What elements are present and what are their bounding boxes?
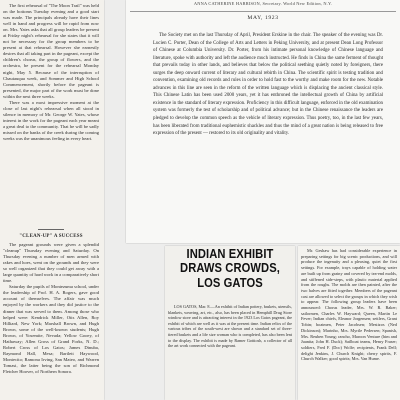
- paragraph: The first rehearsal of "The Moon Trail" was held on the bottoms Tuesday evening and a good start was made. The principals already have their lines well in hand and progress will be rapid from now on. Mrs. Yates asks that all group leaders be present at Friday night's rehearsal for she states that it will not be necessary for the group members to be present at that rehearsal. However she earnestly desires that all taking part in the pageant, except the children's chorus, the group of flowers, and the orchestra, be present for the rehearsal Monday night, May 5. Because of the interruption of Chautauqua week, and Sommer and High School Commencement, shortly before the pageant is presented, the major part of the work must be done within the next three weeks.: [3, 3, 99, 99]
- divider: [130, 11, 396, 12]
- left-clipping-body: [3, 3, 99, 142]
- article-body: LOS GATOS, Mar. 8.—An exhibit of Indian pottery, baskets, utensils, blankets, weaving, art, etc., also, has been placed in Hemphill Drug Store window store and is attracting interest in the 1923 Los Gatos pageant, the exhibit of which are well as it was at the present time. Indian relics of the various tribes of the south-west are shown and a standard set of three-tiered baskets and a life size woman who is completed, has also been lent to the display. The exhibit is made by Ramer Gottiosh, a collector of all the art work connected with the pageant.: [168, 304, 292, 349]
- issue-month: MAY, 1923: [247, 15, 279, 21]
- paragraph: The pageant grounds were given a splendid "cleanup" Thursday evening and Saturday. On Thursday evening a number of men armed with rakes and hoes, went on the grounds and they were so well organized that they could get away with a large quantity of hard work in a comparatively short time.: [3, 242, 99, 284]
- left-clipping-body-2: [3, 242, 99, 375]
- paragraph: There was a most impressive moment at the close of last night's rehearsal when all stood in silence in memory of Mr. George W. Yates, whose interest in the work for the pageant each year meant a great deal to the community. That he will be sadly missed on the banks of the creek during the coming weeks was the unanimous feeling in every heart.: [3, 99, 99, 142]
- group-leaders-clipping: [298, 246, 400, 400]
- newsletter-clipping: [126, 0, 400, 243]
- headline: INDIAN EXHIBIT DRAWS CROWDS, LOS GATOS: [180, 246, 280, 290]
- indian-exhibit-clipping: [165, 246, 295, 400]
- subheading: "CLEAN-UP" A SUCCESS: [19, 234, 83, 239]
- department-line: ANNA CATHERINE HARRISON, Secretary. World New Edition, N.Y.: [193, 1, 333, 6]
- newsletter-body: The Society met on the last Thursday of April, President Erskine in the chair. The speaker of the evening was Dr. Lucien C. Porter, Dean of the College of Arts and Letters in Peking University, and at present Dean Long Professor of Chinese at Columbia University. Dr. Porter, from his intimate personal knowledge of Chinese language and literature, spoke with authority and left the audience much instructed. He finds in China the same ferment of thought that prevails today in other lands, and believes that below the political seething quietly noted by foreigners, there surges the deep onward current of literary and cultural rebirth in China. The scientific spirit is testing tradition and convention, examining old records and rules in order to hold fast to the worthy and make room for the new. Notable advances in this line are seen in the reform of the written language which is displacing the ancient classical style. This Chinese Latin has been used 2000 years, yet it has enthroned the intellectual growth of China by artificial existence in the standard of literary expression. Proficiency in this difficult language, enforced in the old examination system was formerly the test of scholarship and of political advance; but in the Chinese renaissance the leaders are pledged to develop the common speech as the vehicle of literary expression. Thus poetry, too, in the last few years, has been liberated from traditional euphemistic shackles and thus the mind of a great nation is being released to free expression of the present — restored to its old originality and vitality.: [153, 33, 383, 137]
- divider: [38, 229, 64, 230]
- paragraph: Saturday the pupils of Montezuma school, under the leadership of Prof. H. A. Rogers, gave good account of themselves. The affair was much enjoyed by the workers and they did justice to the dinner that was served to them. Among those who helped were: Kendrick Miller, Otis Allen, Roy Hilliard, New York; Marshall Brown, and Hugh Brown, some of the well-known students; Hugh Brown, of Yosemite, Nevada; Yellow Gooey, of Hathaway; Allen Gross of Grand Forks, N. D.; Robert Cross of Los Gatos; James Dinuba, Raymond Hall, Mesa; Bartlett Haywood, Montecito; Ramona Irving, San Mateo, and Warren Tomasi, the latter being the son of Richmond Fletcher Hoover, of Northern Sonora.: [3, 284, 99, 374]
- article-body: Mr. Geshaw has had considerable experience in preparing settings for big scenic productions, and will produce the ingenuity and a pleasing, quiet the first settings. For example, trays capable of holding water are built up from grainy and covered by tea-end molds, and stiffened side-steps, with plastic material applied from the roughs. The molds are then painted, after the two halves are fitted together. Members of the pageant cast are allowed to select the groups in which they wish to appear. The following group leaders have been announced: Chorus leader, Mrs. W. R. Baker; sailormen, Charles W. Hayward; Queen, Martin Le Fever; Indian chiefs, Eleanor Jorgensen; settlers, Grant Tobin; boatmen, Peter Jacobsen; Mestizos (Ned Dickinson); Marinho, Mrs. Myrtle Pedersen; Spanish, Mrs. Reuben Young; rancho, Maroon Venture (him and Juanita; John H. Duck); Sailboat teams, Henry Fraser; soldiers, Fred F. (Doc) Wolfe; recipients, Frank Dell; delight Jenkins, J. Church Knight; cherry spirits, F. Church Walker; good spirits; Mrs. Van Hume.: [301, 248, 397, 362]
- left-clipping: [0, 0, 104, 400]
